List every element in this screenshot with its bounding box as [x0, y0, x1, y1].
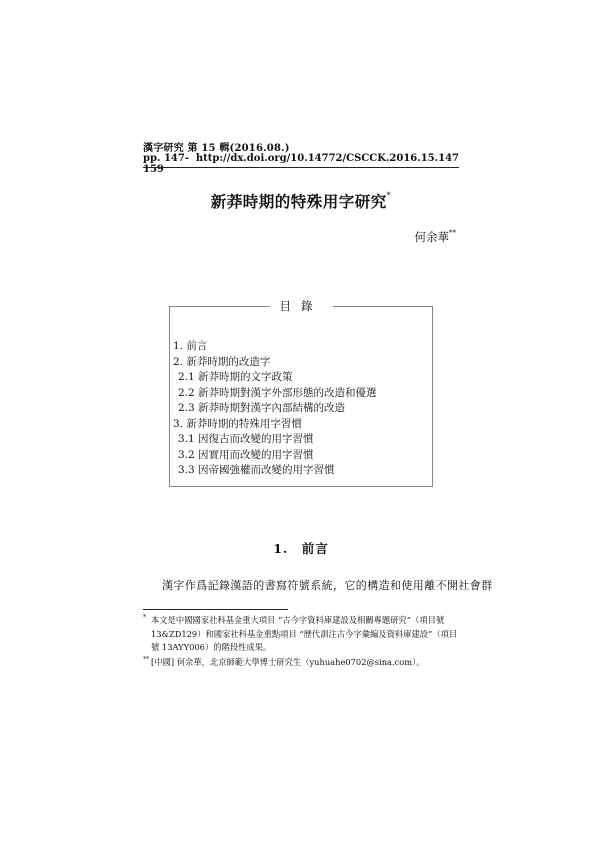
- header-rule: [143, 167, 459, 168]
- body-paragraph: 漢字作爲記錄漢語的書寫符號系統，它的構造和使用離不開社會群: [162, 579, 493, 592]
- toc-item[interactable]: 2.2 新莽時期對漢字外部形態的改造和優選: [178, 386, 377, 399]
- author: [415, 229, 457, 245]
- footnote-text: [中國] 何余華，北京師範大學博士研究生（yuhuahe0702@sina.com）。: [151, 656, 425, 667]
- footnotes: [143, 614, 459, 669]
- title-footnote-mark[interactable]: *: [386, 191, 392, 200]
- footnote-mark: *: [143, 614, 146, 621]
- footnote-mark: **: [143, 655, 149, 663]
- toc-item[interactable]: 3.3 因帝國強權而改變的用字習慣: [178, 464, 335, 476]
- toc-heading-text: 目錄: [270, 299, 333, 313]
- paper-title-text: 新莽時期的特殊用字研究: [210, 192, 387, 211]
- footnote-text: 本文是中國國家社科基金重大項目 “古今字資料庫建設及相關專題研究”（項目號 13&ZD129）和國家社科基金重點項目 “歷代訓注古今字彙編及資料庫建設”（項目號 13AYY006）的階段性成果。: [151, 615, 458, 652]
- toc-heading: [169, 298, 433, 314]
- author-footnote-mark[interactable]: **: [449, 229, 456, 237]
- footnote-rule: [143, 609, 288, 610]
- toc-item[interactable]: 1. 前言: [173, 340, 208, 352]
- author-name: 何余華: [414, 230, 449, 244]
- toc-item[interactable]: 3.1 因復古而改變的用字習慣: [178, 433, 314, 445]
- footnote: [143, 656, 459, 670]
- journal-info: 漢字研究 第 15 輯(2016.08.): [143, 143, 290, 154]
- section-heading: 1. 前言: [273, 541, 329, 556]
- toc-list: [173, 339, 377, 479]
- doi-link[interactable]: http://dx.doi.org/10.14772/CSCCK.2016.15.147: [195, 153, 459, 164]
- toc-item[interactable]: 2. 新莽時期的改造字: [173, 355, 271, 368]
- footnote: [143, 614, 459, 655]
- toc-item[interactable]: 3. 新莽時期的特殊用字習慣: [173, 417, 302, 430]
- toc-item[interactable]: 2.3 新莽時期對漢字內部結構的改造: [178, 402, 346, 414]
- toc-item[interactable]: 2.1 新莽時期的文字政策: [178, 371, 293, 383]
- page-range: pp. 147-159: [143, 153, 189, 175]
- paper-title: [143, 190, 459, 212]
- toc-item[interactable]: 3.2 因實用而改變的用字習慣: [178, 448, 314, 461]
- journal-meta-line: [143, 153, 459, 175]
